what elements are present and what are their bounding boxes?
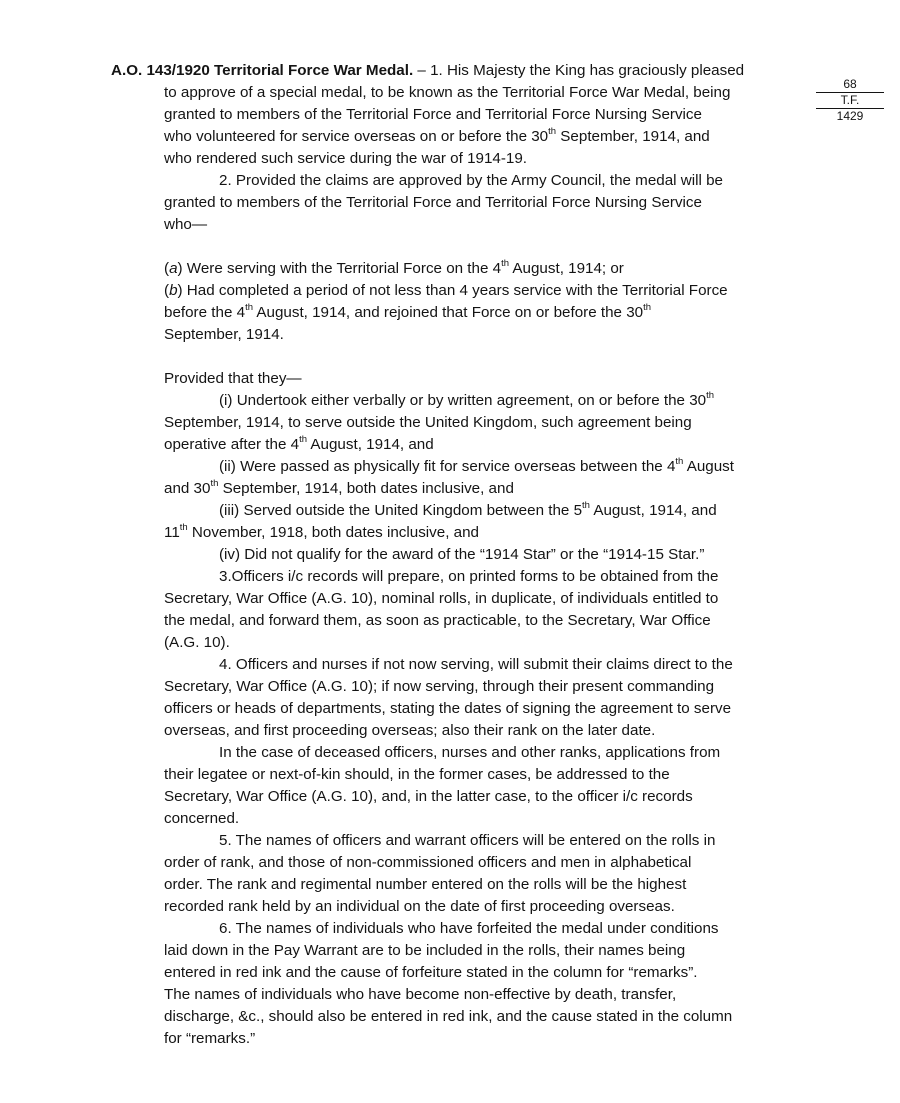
text-line: September, 1914. — [164, 326, 284, 343]
text-line: Secretary, War Office (A.G. 10); if now serving, through their present commanding — [164, 678, 715, 695]
condition-a: (a) Were serving with the Territorial Force on the 4th August, 1914; or — [164, 257, 624, 277]
text-line: who volunteered for service overseas on or before the 30th September, 1914, and — [164, 125, 710, 145]
text-line: operative after the 4th August, 1914, and — [164, 433, 434, 453]
text-line: The names of individuals who have become non-effective by death, transfer, — [164, 986, 677, 1003]
text-line: concerned. — [164, 810, 240, 827]
heading-text: – 1. His Majesty the King has graciously pleased — [413, 62, 745, 79]
text-line: who rendered such service during the war of 1914-19. — [164, 150, 528, 167]
text-line: order. The rank and regimental number entered on the rolls will be the highest — [164, 876, 687, 893]
text-line: overseas, and first proceeding overseas; also their rank on the later date. — [164, 722, 656, 739]
text-line: Secretary, War Office (A.G. 10), nominal rolls, in duplicate, of individuals entitled to — [164, 590, 719, 607]
text-line: who— — [164, 216, 208, 233]
condition-b: (b) Had completed a period of not less than 4 years service with the Territorial Force — [164, 282, 728, 299]
text-line: order of rank, and those of non-commissioned officers and men in alphabetical — [164, 854, 692, 871]
text-line: 3.Officers i/c records will prepare, on printed forms to be obtained from the — [219, 568, 719, 585]
text-line: 6. The names of individuals who have forfeited the medal under conditions — [219, 920, 719, 937]
text-line: 4. Officers and nurses if not now serving, will submit their claims direct to the — [219, 656, 733, 673]
text-line: 11th November, 1918, both dates inclusive, and — [164, 521, 479, 541]
text-line: and 30th September, 1914, both dates inclusive, and — [164, 477, 514, 497]
text-line: Secretary, War Office (A.G. 10), and, in the latter case, to the officer i/c records — [164, 788, 693, 805]
text-line: 2. Provided the claims are approved by the Army Council, the medal will be — [219, 172, 723, 189]
margin-ref-series: T.F. — [840, 93, 860, 107]
text-line: their legatee or next-of-kin should, in the former cases, be addressed to the — [164, 766, 670, 783]
text-line: 5. The names of officers and warrant officers will be entered on the rolls in — [219, 832, 716, 849]
text-line: granted to members of the Territorial Force and Territorial Force Nursing Service — [164, 106, 702, 123]
provided-heading: Provided that they— — [164, 370, 302, 387]
text-line: granted to members of the Territorial Force and Territorial Force Nursing Service — [164, 194, 702, 211]
item-iii: (iii) Served outside the United Kingdom between the 5th August, 1914, and — [219, 499, 717, 519]
text-line: entered in red ink and the cause of forfeiture stated in the column for “remarks”. — [164, 964, 698, 981]
text-line: In the case of deceased officers, nurses and other ranks, applications from — [219, 744, 721, 761]
text-line: to approve of a special medal, to be known as the Territorial Force War Medal, being — [164, 84, 731, 101]
item-ii: (ii) Were passed as physically fit for service overseas between the 4th August — [219, 455, 734, 475]
text-line: the medal, and forward them, as soon as practicable, to the Secretary, War Office — [164, 612, 711, 629]
text-line: for “remarks.” — [164, 1030, 256, 1047]
item-i: (i) Undertook either verbally or by written agreement, on or before the 30th — [219, 389, 715, 409]
text-line: recorded rank held by an individual on the date of first proceeding overseas. — [164, 898, 675, 915]
margin-reference — [814, 77, 886, 124]
text-line: laid down in the Pay Warrant are to be included in the rolls, their names being — [164, 942, 686, 959]
text-line: discharge, &c., should also be entered in red ink, and the cause stated in the column — [164, 1008, 733, 1025]
heading-line — [111, 60, 744, 82]
text-line: September, 1914, to serve outside the United Kingdom, such agreement being — [164, 414, 692, 431]
margin-ref-page: 68 — [843, 77, 857, 91]
text-line: before the 4th August, 1914, and rejoined that Force on or before the 30th — [164, 301, 652, 321]
margin-ref-number: 1429 — [836, 109, 864, 123]
order-title: A.O. 143/1920 Territorial Force War Medal. — [111, 62, 414, 79]
item-iv: (iv) Did not qualify for the award of the “1914 Star” or the “1914-15 Star.” — [219, 546, 705, 563]
text-line: (A.G. 10). — [164, 634, 230, 651]
text-line: officers or heads of departments, stating the dates of signing the agreement to serve — [164, 700, 732, 717]
